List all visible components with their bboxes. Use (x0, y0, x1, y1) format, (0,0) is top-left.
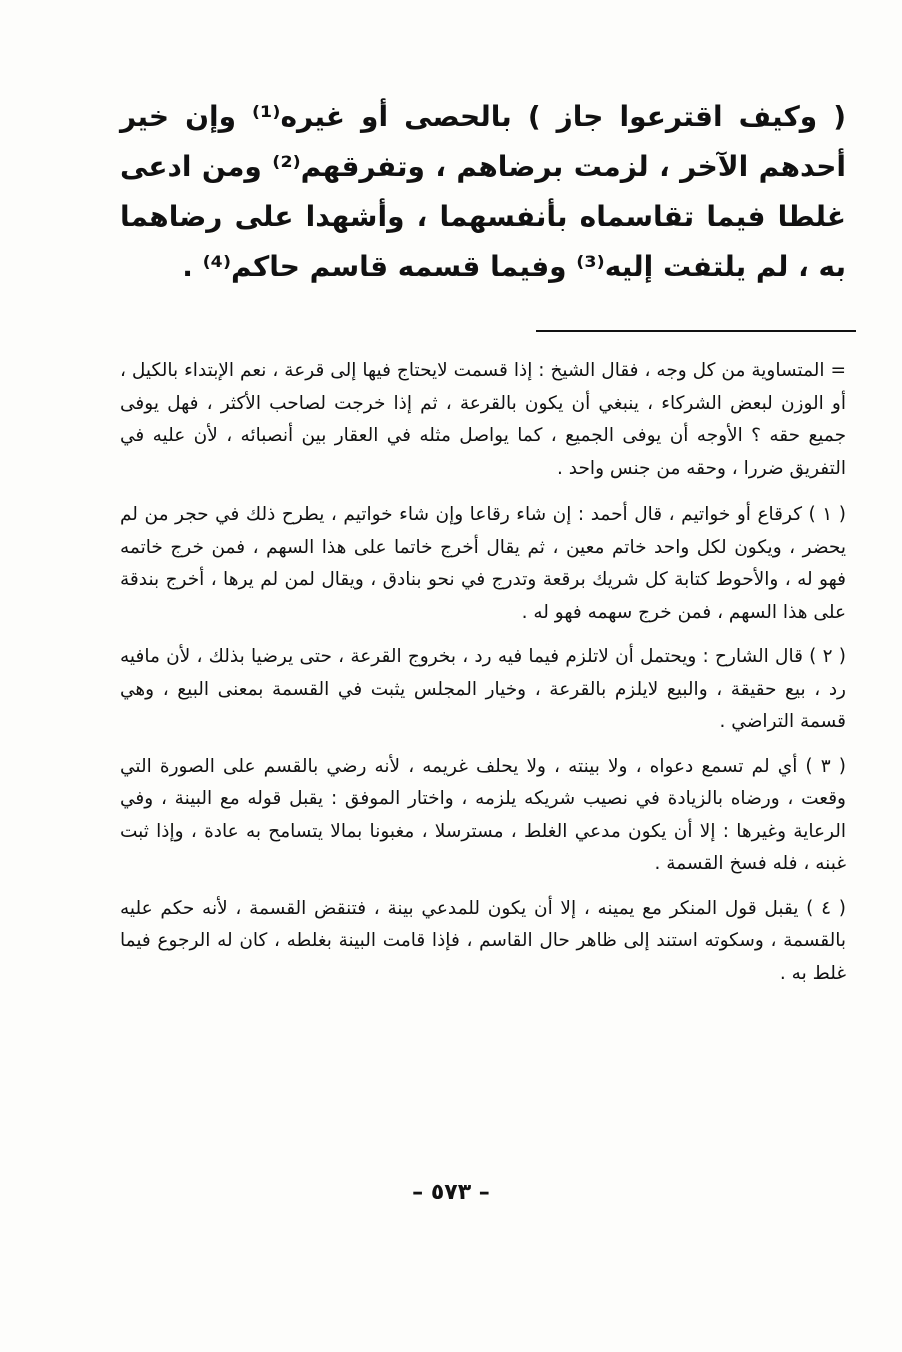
footnote-4: ( ٤ ) يقبل قول المنكر مع يمينه ، إلا أن يكون للمدعي بينة ، فتنقض القسمة ، لأنه حكم عليه بالقسمة ، وسكوته استند إلى ظاهر حال القاسم ، فإذا قامت البينة بغلطه ، كان له الرجوع فيما غلط به . (120, 897, 846, 984)
main-paragraph: ( وكيف اقترعوا جاز ) بالحصى أو غيره⁽¹⁾ وإن خير أحدهم الآخر ، لزمت برضاهم ، وتفرقهم⁽²⁾ ومن ادعى غلطا فيما تقاسماه بأنفسهما ، وأشهدا على رضاهما به ، لم يلتفت إليه⁽³⁾ وفيما قسمه قاسم حاكم⁽⁴⁾ . (120, 100, 847, 283)
page-number: – ٥٧٣ – (412, 1180, 490, 1205)
main-text-block (120, 92, 846, 292)
footnote-continued: = المتساوية من كل وجه ، فقال الشيخ : إذا قسمت لايحتاج فيها إلى قرعة ، نعم الإبتداء بالكيل ، أو الوزن لبعض الشركاء ، ينبغي أن يكون بالقرعة ، ثم إذا خرجت لصاحب الأكثر ، فهل يوفى جميع حقه ؟ الأوجه أن يوفى الجميع ، كما يواصل مثله في العقار بين أنصبائه ، لأن عليه في التفريق ضررا ، وحقه من جنس واحد . (120, 360, 846, 479)
footnote-1: ( ١ ) كرقاع أو خواتيم ، قال أحمد : إن شاء رقاعا وإن شاء خواتيم ، يطرح ذلك في حجر من لم يحضر ، ويكون لكل واحد خاتم معين ، ثم يقال أخرج خاتما على هذا السهم ، فمن خرج خاتمه فهو له ، والأحوط كتابة كل شريك برقعة وتدرج في نحو بنادق ، ويقال لمن لم يرها ، أخرج بندقة على هذا السهم ، فمن خرج سهمه فهو له . (120, 504, 846, 623)
footnotes-section (120, 355, 846, 1002)
footnote-2: ( ٢ ) قال الشارح : ويحتمل أن لاتلزم فيما فيه رد ، بخروج القرعة ، حتى يرضيا بذلك ، لأن مافيه رد ، بيع حقيقة ، والبيع لايلزم بالقرعة ، وخيار المجلس يثبت في القسمة بمعنى البيع ، وهي قسمة التراضي . (120, 646, 846, 732)
footnote-divider (536, 330, 856, 332)
footnote-3: ( ٣ ) أي لم تسمع دعواه ، ولا بينته ، ولا يحلف غريمه ، لأنه رضي بالقسم على الصورة التي وقعت ، ورضاه بالزيادة في نصيب شريكه يلزمه ، واختار الموفق : يقبل قوله مع البينة ، وفي الرعاية وغيرها : إلا أن يكون مدعي الغلط ، مسترسلا ، مغبونا بمالا يتسامح به عادة ، وإذا ثبت غبنه ، فله فسخ القسمة . (120, 755, 846, 874)
